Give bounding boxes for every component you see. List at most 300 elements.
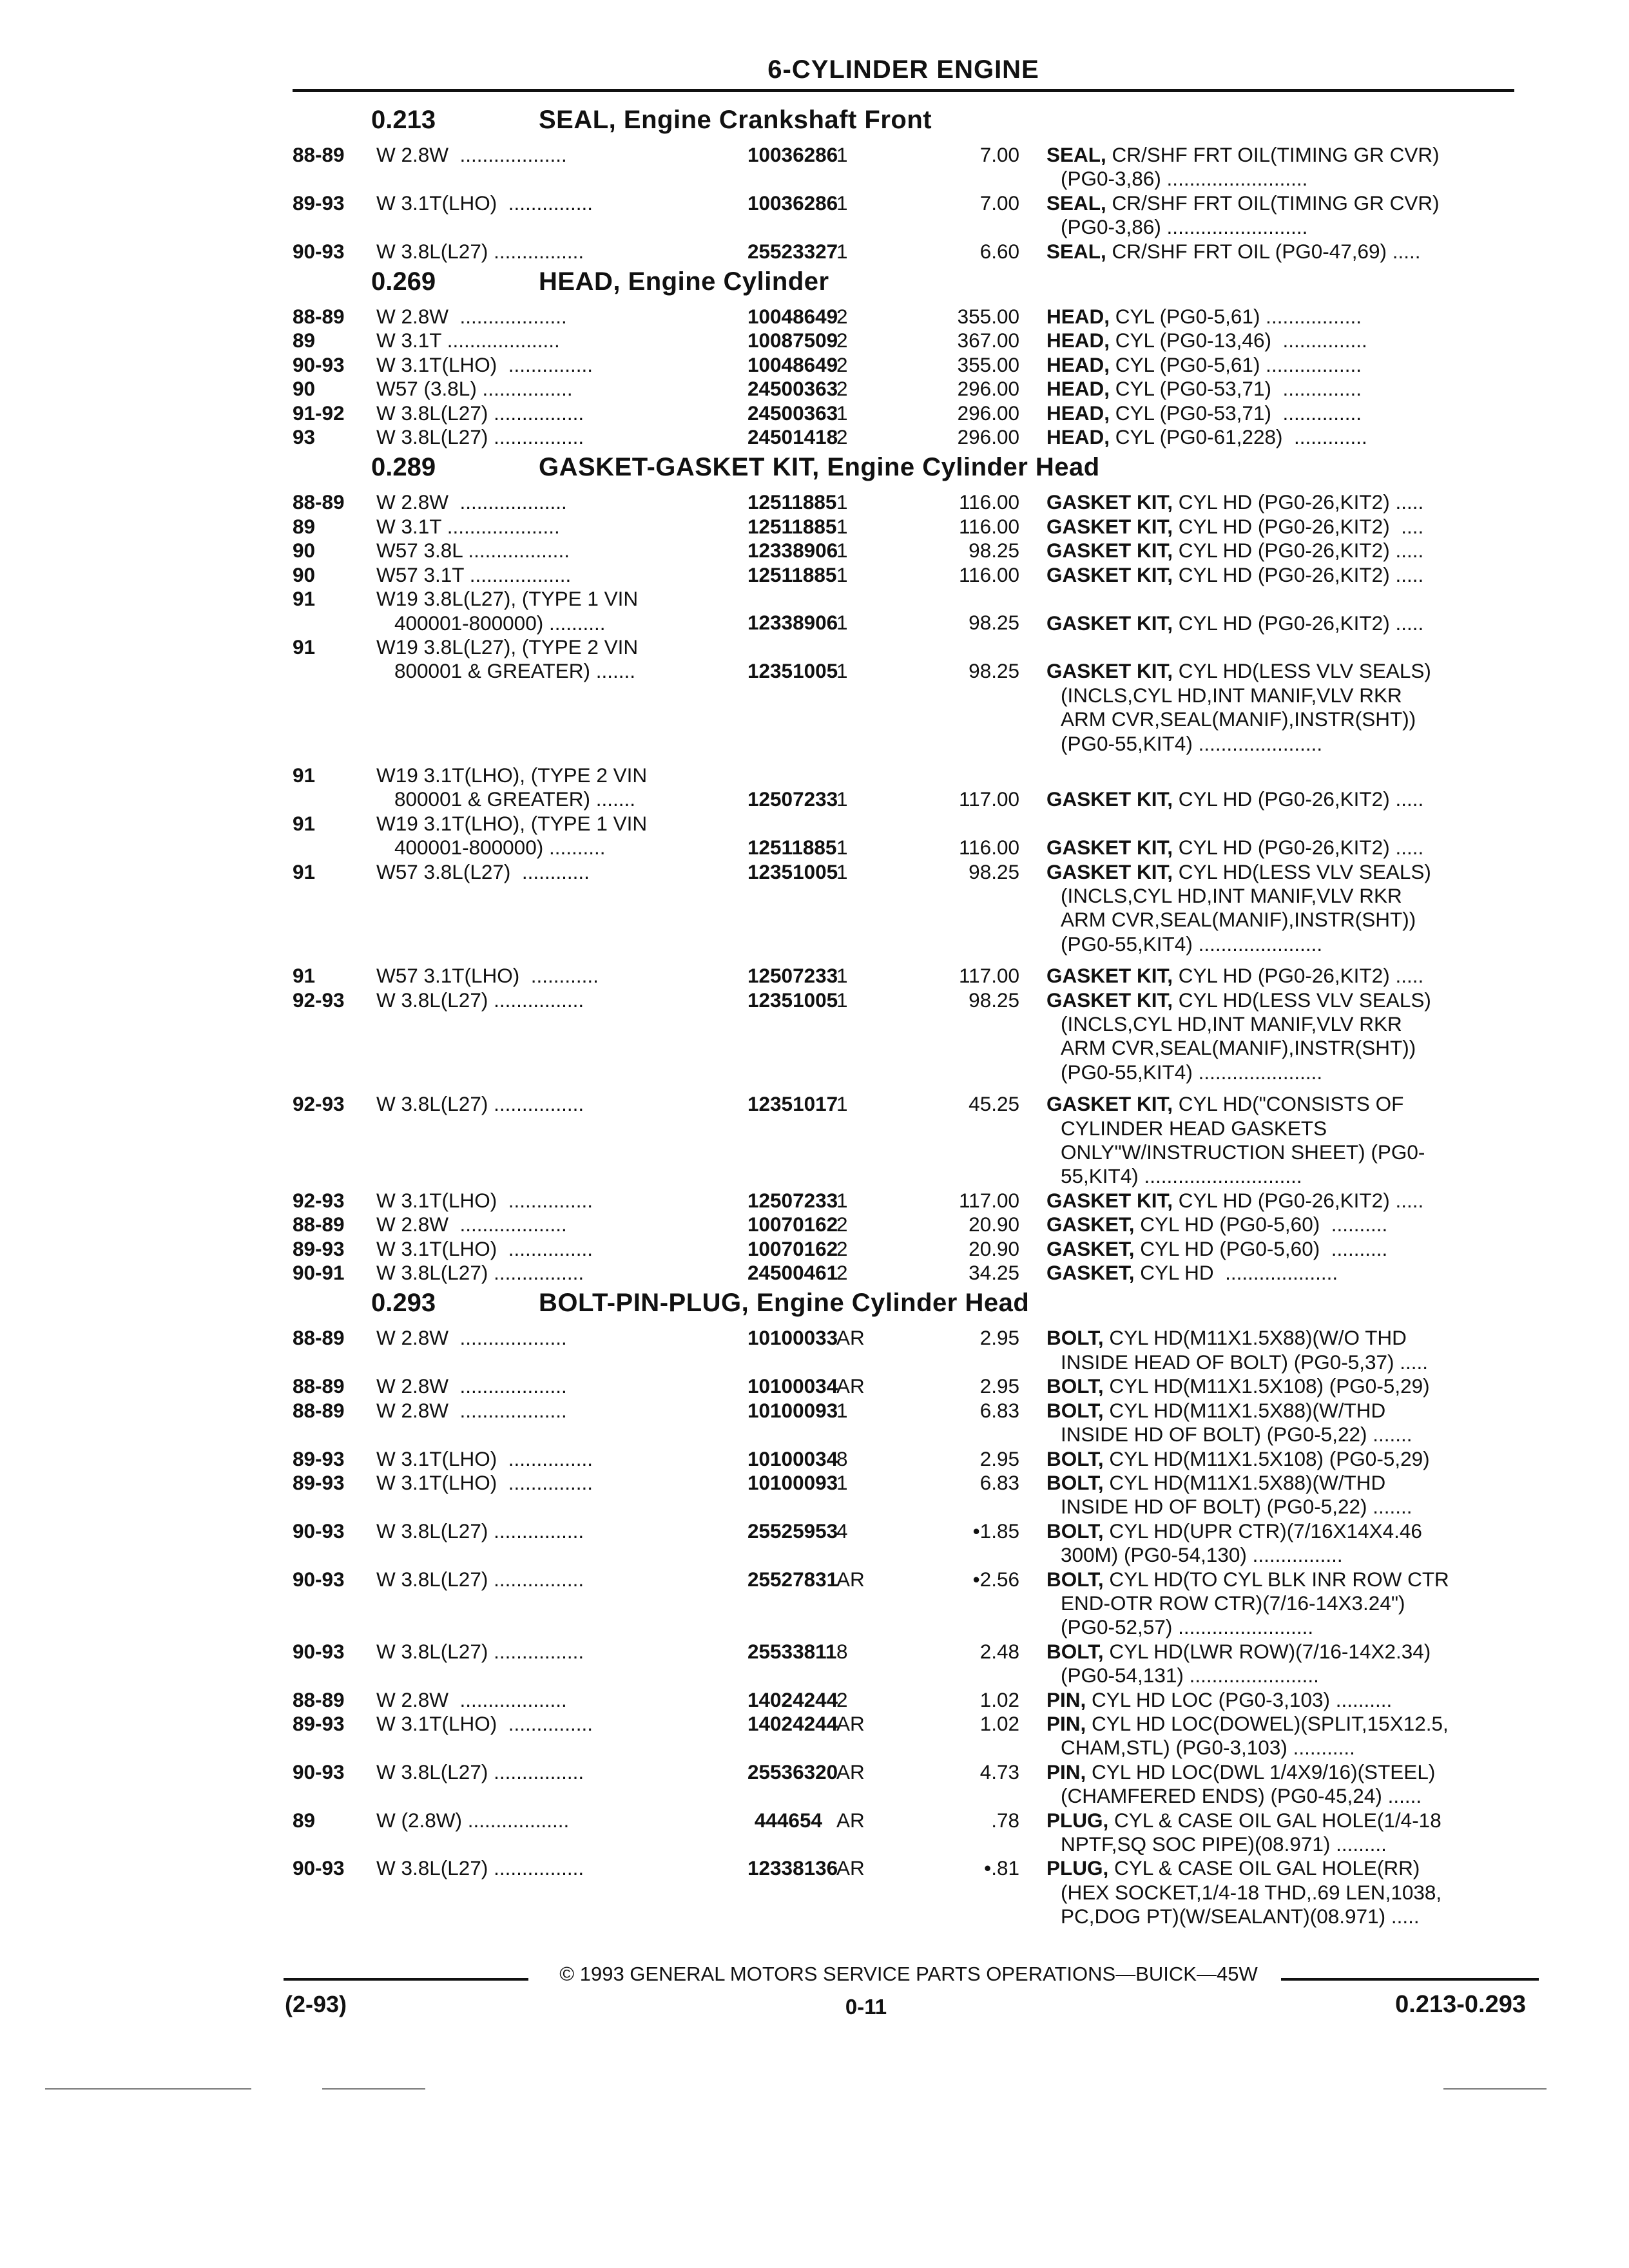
part-number xyxy=(747,964,838,988)
part-entry xyxy=(293,1519,1514,1568)
part-number-text: 24501418 xyxy=(747,425,838,449)
part-number-text: 12338906 xyxy=(747,611,838,635)
description-text: CYL & CASE OIL GAL HOLE(RR) xyxy=(1108,1856,1420,1880)
quantity xyxy=(827,860,925,957)
description xyxy=(1034,1447,1514,1471)
description xyxy=(1034,1213,1514,1236)
part-number xyxy=(747,305,838,329)
part-number-text: 10036286 xyxy=(747,191,838,215)
part-entry xyxy=(293,191,1514,240)
description xyxy=(1034,1326,1514,1374)
description-text: CYL HD (PG0-5,60) .......... xyxy=(1134,1213,1388,1236)
part-entry xyxy=(293,305,1514,329)
part-entry xyxy=(293,515,1514,539)
quantity xyxy=(827,401,925,425)
section-number: 0.269 xyxy=(371,267,436,296)
price xyxy=(930,1640,1028,1688)
description-line xyxy=(1046,1261,1514,1285)
description xyxy=(1034,1519,1514,1568)
page-header xyxy=(293,54,1514,92)
model-years: 92-93 xyxy=(293,1092,345,1116)
price-text: 34.25 xyxy=(969,1261,1019,1285)
description xyxy=(1034,240,1514,264)
part-number-text: 12507233 xyxy=(747,1188,838,1212)
description xyxy=(1034,812,1514,860)
model-years: 91 xyxy=(293,635,316,658)
quantity-text: 1 xyxy=(836,562,848,586)
scan-artifact-line xyxy=(1443,2088,1547,2090)
description-line: 300M) (PG0-54,130) ................ xyxy=(1061,1543,1343,1567)
description-keyword: GASKET KIT, xyxy=(1046,562,1173,586)
description xyxy=(1034,964,1514,988)
description-keyword: BOLT, xyxy=(1046,1567,1104,1591)
quantity xyxy=(827,490,925,514)
description-text: CR/SHF FRT OIL(TIMING GR CVR) xyxy=(1106,143,1440,166)
description-keyword: GASKET KIT, xyxy=(1046,964,1173,988)
part-entry xyxy=(293,1261,1514,1285)
quantity-text: 1 xyxy=(836,1398,848,1422)
price xyxy=(930,812,1028,860)
description-keyword: BOLT, xyxy=(1046,1398,1104,1422)
quantity xyxy=(827,1471,925,1519)
description-line xyxy=(1046,143,1514,167)
model-years: 88-89 xyxy=(293,1213,345,1236)
description-text: CYL HD(M11X1.5X88)(W/O THD xyxy=(1103,1326,1407,1350)
description xyxy=(1034,1568,1514,1640)
model-years: 89-93 xyxy=(293,1470,345,1494)
part-number-text: 12351005 xyxy=(747,659,838,683)
application-line: W 3.8L(L27) ................ xyxy=(376,401,584,425)
description-keyword: GASKET KIT, xyxy=(1046,490,1173,514)
quantity-text: 1 xyxy=(836,539,848,562)
description-text: CYL HD(TO CYL BLK INR ROW CTR xyxy=(1103,1567,1449,1591)
model-years: 89 xyxy=(293,329,316,352)
application-line: W57 (3.8L) ................ xyxy=(376,377,573,401)
quantity-text: 1 xyxy=(836,1470,848,1494)
description-line xyxy=(1046,1399,1514,1423)
description-keyword: GASKET KIT, xyxy=(1046,1092,1173,1116)
price xyxy=(930,1374,1028,1398)
description-line xyxy=(1046,240,1514,264)
description-line xyxy=(1046,1519,1514,1543)
model-years: 91 xyxy=(293,763,316,787)
quantity xyxy=(827,587,925,635)
description-keyword: GASKET KIT, xyxy=(1046,988,1173,1012)
description-line xyxy=(1046,1640,1514,1664)
part-entry xyxy=(293,377,1514,401)
description-line: (PG0-55,KIT4) ...................... xyxy=(1061,731,1323,755)
description-text: CYL HD .................... xyxy=(1134,1261,1338,1285)
price xyxy=(930,988,1028,1085)
description-line xyxy=(1046,191,1514,215)
price-text: •1.85 xyxy=(972,1519,1019,1542)
quantity xyxy=(827,1213,925,1236)
application-line: W 2.8W ................... xyxy=(376,490,567,514)
description-line xyxy=(1046,515,1514,539)
price xyxy=(930,1760,1028,1809)
description xyxy=(1034,1237,1514,1261)
application xyxy=(376,1809,742,1857)
part-number-text: 12511885 xyxy=(747,836,837,860)
description-line: (PG0-3,86) ......................... xyxy=(1061,215,1308,239)
part-number xyxy=(747,1519,838,1568)
part-number xyxy=(747,490,837,514)
description xyxy=(1034,490,1514,514)
application xyxy=(376,1237,742,1261)
description-line xyxy=(1046,1809,1514,1832)
description-keyword: HEAD, xyxy=(1046,352,1110,376)
section-title: SEAL, Engine Crankshaft Front xyxy=(539,106,932,134)
application xyxy=(376,964,742,988)
application-line: W 3.8L(L27) ................ xyxy=(376,1092,584,1116)
description-spacer xyxy=(1046,635,1514,659)
description-line xyxy=(1046,305,1514,329)
part-number-text: 10100034 xyxy=(747,1446,838,1470)
price-text: •.81 xyxy=(984,1856,1019,1880)
part-number xyxy=(747,1760,838,1809)
quantity-text: 2 xyxy=(836,1687,848,1711)
part-number-text: 12351005 xyxy=(747,860,838,883)
page-title: 6-CYLINDER ENGINE xyxy=(767,55,1039,84)
price xyxy=(930,1237,1028,1261)
application xyxy=(376,425,742,449)
price-text: 7.00 xyxy=(979,191,1019,215)
part-entry xyxy=(293,1809,1514,1857)
price xyxy=(930,425,1028,449)
price-text: 117.00 xyxy=(958,964,1019,988)
price xyxy=(930,515,1028,539)
part-number xyxy=(747,1711,838,1760)
quantity-text: 1 xyxy=(836,514,848,538)
application-line: W 3.8L(L27) ................ xyxy=(376,1567,584,1591)
part-entry xyxy=(293,1856,1514,1928)
description-keyword: GASKET KIT, xyxy=(1046,860,1173,883)
price xyxy=(930,1856,1028,1928)
description xyxy=(1034,1809,1514,1857)
application xyxy=(376,1261,742,1285)
price-text: 117.00 xyxy=(958,1188,1019,1212)
description-text: CYL (PG0-61,228) ............. xyxy=(1110,425,1367,449)
description-line xyxy=(1046,860,1514,884)
price-text: 98.25 xyxy=(969,659,1019,683)
part-entry xyxy=(293,635,1514,756)
quantity xyxy=(827,1092,925,1189)
application xyxy=(376,1213,742,1236)
application xyxy=(376,1568,742,1640)
part-number xyxy=(747,1639,837,1688)
description-line: NPTF,SQ SOC PIPE)(08.971) ......... xyxy=(1061,1832,1387,1856)
section-heading xyxy=(293,264,1514,305)
description-text: CYL HD (PG0-26,KIT2) ..... xyxy=(1173,836,1424,860)
application xyxy=(376,812,742,860)
price-text: 20.90 xyxy=(969,1236,1019,1260)
description xyxy=(1034,1471,1514,1519)
price-text: 2.95 xyxy=(979,1446,1019,1470)
price xyxy=(930,191,1028,240)
description-text: CYL HD (PG0-5,60) .......... xyxy=(1134,1236,1388,1260)
part-number-text: 10087509 xyxy=(747,329,838,352)
quantity-text: 1 xyxy=(836,1188,848,1212)
part-number-text: 12507233 xyxy=(747,964,838,988)
description-keyword: BOLT, xyxy=(1046,1326,1104,1350)
part-entry xyxy=(293,425,1514,449)
part-number-text: 12351005 xyxy=(747,988,838,1012)
price xyxy=(930,1519,1028,1568)
description xyxy=(1034,1374,1514,1398)
application xyxy=(376,563,742,587)
price-text: 6.60 xyxy=(979,239,1019,263)
description-line: (PG0-3,86) ......................... xyxy=(1061,167,1308,191)
model-years: 88-89 xyxy=(293,305,345,329)
description-keyword: HEAD, xyxy=(1046,305,1110,329)
quantity-text: 8 xyxy=(836,1446,848,1470)
description-text: CYL HD (PG0-26,KIT2) ..... xyxy=(1173,1188,1424,1212)
quantity-text: 1 xyxy=(836,239,848,263)
part-number xyxy=(747,401,838,425)
model-years: 89 xyxy=(293,1808,316,1832)
application xyxy=(376,1640,742,1688)
model-years: 88-89 xyxy=(293,1398,345,1422)
quantity-text: 1 xyxy=(836,490,848,514)
description-line xyxy=(1046,1712,1514,1736)
quantity xyxy=(827,764,925,812)
description-text: CYL HD (PG0-26,KIT2) .... xyxy=(1173,514,1424,538)
price-text: 6.83 xyxy=(979,1470,1019,1494)
description xyxy=(1034,988,1514,1085)
part-entry xyxy=(293,764,1514,812)
part-entry xyxy=(293,539,1514,562)
price xyxy=(930,860,1028,957)
application xyxy=(376,1447,742,1471)
application xyxy=(376,305,742,329)
price-text: 116.00 xyxy=(958,562,1019,586)
part-number-text: 12511885 xyxy=(747,562,837,586)
part-number-text: 24500363 xyxy=(747,401,838,425)
quantity xyxy=(827,191,925,240)
description-keyword: HEAD, xyxy=(1046,425,1110,449)
price-text: 1.02 xyxy=(979,1687,1019,1711)
quantity xyxy=(827,1399,925,1447)
scan-artifact-line xyxy=(45,2088,251,2090)
price xyxy=(930,1471,1028,1519)
model-years: 90-93 xyxy=(293,239,345,263)
price xyxy=(930,305,1028,329)
section-heading xyxy=(293,449,1514,490)
part-number xyxy=(747,1856,838,1928)
part-entry xyxy=(293,1213,1514,1236)
description-spacer xyxy=(1046,764,1514,787)
description-line xyxy=(1046,1447,1514,1471)
quantity xyxy=(827,812,925,860)
application-line: W 2.8W ................... xyxy=(376,1398,567,1422)
description xyxy=(1034,563,1514,587)
quantity-text: 2 xyxy=(836,329,848,352)
application xyxy=(376,191,742,240)
part-entry xyxy=(293,1399,1514,1447)
part-entry xyxy=(293,1189,1514,1213)
part-number-text: 12351017 xyxy=(747,1092,838,1116)
application xyxy=(376,1326,742,1374)
application-line: W 3.8L(L27) ................ xyxy=(376,1519,584,1542)
model-years: 90-91 xyxy=(293,1261,345,1285)
quantity xyxy=(827,1640,925,1688)
application xyxy=(376,1856,742,1928)
part-entry xyxy=(293,1568,1514,1640)
quantity-text: AR xyxy=(836,1374,865,1398)
application-line: W 3.8L(L27) ................ xyxy=(376,239,584,263)
description-keyword: PLUG, xyxy=(1046,1856,1109,1880)
quantity xyxy=(827,1374,925,1398)
description-line: INSIDE HD OF BOLT) (PG0-5,22) ....... xyxy=(1061,1423,1412,1446)
model-years: 90-93 xyxy=(293,1519,345,1542)
model-years: 90-93 xyxy=(293,352,345,376)
description-line xyxy=(1046,787,1514,811)
price xyxy=(930,329,1028,352)
part-number-text: 25527831 xyxy=(747,1567,838,1591)
model-years: 90-93 xyxy=(293,1856,345,1880)
part-number xyxy=(747,812,837,860)
description-line xyxy=(1046,563,1514,587)
part-number-text: 10100033 xyxy=(747,1326,838,1350)
application xyxy=(376,539,742,562)
description-line: END-OTR ROW CTR)(7/16-14X3.24") xyxy=(1061,1591,1405,1615)
description-keyword: BOLT, xyxy=(1046,1519,1104,1542)
application-line: W 2.8W ................... xyxy=(376,1213,567,1236)
part-number xyxy=(747,1188,838,1213)
price xyxy=(930,1712,1028,1760)
price xyxy=(930,563,1028,587)
part-number xyxy=(747,1567,838,1640)
price xyxy=(930,143,1028,191)
description-text: CYL HD (PG0-26,KIT2) ..... xyxy=(1173,611,1424,635)
part-entry xyxy=(293,563,1514,587)
price-text: 1.02 xyxy=(979,1711,1019,1735)
description-line xyxy=(1046,425,1514,449)
application xyxy=(376,988,742,1085)
model-years: 90 xyxy=(293,377,316,401)
quantity-text: AR xyxy=(836,1808,865,1832)
model-years: 88-89 xyxy=(293,1374,345,1398)
model-years: 89-93 xyxy=(293,1236,345,1260)
description-keyword: GASKET KIT, xyxy=(1046,611,1173,635)
description-keyword: SEAL, xyxy=(1046,239,1106,263)
description-line xyxy=(1046,1568,1514,1591)
quantity xyxy=(827,329,925,352)
part-number xyxy=(747,539,838,562)
description xyxy=(1034,1712,1514,1760)
description-keyword: GASKET KIT, xyxy=(1046,1188,1173,1212)
description-text: CYL HD LOC (PG0-3,103) .......... xyxy=(1086,1687,1393,1711)
quantity-text: 1 xyxy=(836,191,848,215)
price xyxy=(930,764,1028,812)
application xyxy=(376,860,742,957)
description-line: (CHAMFERED ENDS) (PG0-45,24) ...... xyxy=(1061,1784,1422,1808)
footer-rule-right xyxy=(1281,1978,1539,1981)
description-keyword: GASKET KIT, xyxy=(1046,659,1173,683)
application-line: W 3.1T(LHO) ............... xyxy=(376,352,593,376)
part-number-text: 25536320 xyxy=(747,1760,838,1783)
quantity xyxy=(827,353,925,377)
application-line: W 2.8W ................... xyxy=(376,1326,567,1350)
description-text: CYL HD (PG0-26,KIT2) ..... xyxy=(1173,562,1424,586)
application xyxy=(376,1519,742,1568)
description xyxy=(1034,860,1514,957)
part-number-text: 10048649 xyxy=(747,305,838,329)
part-number-text: 444654 xyxy=(754,1808,822,1832)
part-number xyxy=(747,191,838,240)
description xyxy=(1034,353,1514,377)
application-line: W57 3.1T .................. xyxy=(376,562,572,586)
application xyxy=(376,1374,742,1398)
price-text: 296.00 xyxy=(957,377,1019,401)
section-number: 0.289 xyxy=(371,453,436,482)
part-number xyxy=(747,1213,838,1236)
application xyxy=(376,490,742,514)
description-keyword: GASKET KIT, xyxy=(1046,787,1173,811)
application xyxy=(376,515,742,539)
part-number xyxy=(747,1236,838,1261)
description-keyword: BOLT, xyxy=(1046,1374,1104,1398)
part-number xyxy=(747,425,838,449)
part-entry xyxy=(293,401,1514,425)
description-text: CYL HD(LESS VLV SEALS) xyxy=(1173,988,1431,1012)
application-line: 400001-800000) .......... xyxy=(394,836,606,860)
description-line xyxy=(1046,611,1514,635)
quantity xyxy=(827,539,925,562)
part-number-text: 25533811 xyxy=(747,1639,837,1663)
description-text: CYL HD (PG0-26,KIT2) ..... xyxy=(1173,787,1424,811)
application-line: 800001 & GREATER) ....... xyxy=(394,659,636,683)
part-number-text: 10100034 xyxy=(747,1374,838,1398)
part-number xyxy=(747,514,837,539)
footer-revision-date: (2-93) xyxy=(285,1991,347,2017)
model-years: 92-93 xyxy=(293,988,345,1012)
description xyxy=(1034,143,1514,191)
description-text: CYL HD (PG0-26,KIT2) ..... xyxy=(1173,490,1424,514)
description xyxy=(1034,764,1514,812)
part-number xyxy=(747,1470,838,1519)
price-text: 98.25 xyxy=(969,539,1019,562)
description-text: CYL HD(LESS VLV SEALS) xyxy=(1173,860,1431,883)
model-years: 89-93 xyxy=(293,1446,345,1470)
price xyxy=(930,1399,1028,1447)
section-number: 0.293 xyxy=(371,1289,436,1318)
part-number-text: 25525953 xyxy=(747,1519,838,1542)
application xyxy=(376,1712,742,1760)
quantity xyxy=(827,1447,925,1471)
quantity xyxy=(827,635,925,756)
part-entry xyxy=(293,1326,1514,1374)
application-line: W 3.1T(LHO) ............... xyxy=(376,1236,593,1260)
description xyxy=(1034,1760,1514,1809)
application-line: W 3.1T(LHO) ............... xyxy=(376,1446,593,1470)
part-number xyxy=(747,1326,838,1374)
application-line: W57 3.8L .................. xyxy=(376,539,570,562)
description-text: CYL HD(LESS VLV SEALS) xyxy=(1173,659,1431,683)
application xyxy=(376,1471,742,1519)
price xyxy=(930,964,1028,988)
part-entry xyxy=(293,988,1514,1085)
application-line: 400001-800000) .......... xyxy=(394,611,606,635)
model-years: 91 xyxy=(293,811,316,835)
description xyxy=(1034,401,1514,425)
price xyxy=(930,587,1028,635)
description-text: CYL HD(UPR CTR)(7/16X14X4.46 xyxy=(1103,1519,1422,1542)
description-line xyxy=(1046,988,1514,1012)
quantity-text: 2 xyxy=(836,377,848,401)
part-number xyxy=(747,1092,838,1189)
description-keyword: HEAD, xyxy=(1046,329,1110,352)
